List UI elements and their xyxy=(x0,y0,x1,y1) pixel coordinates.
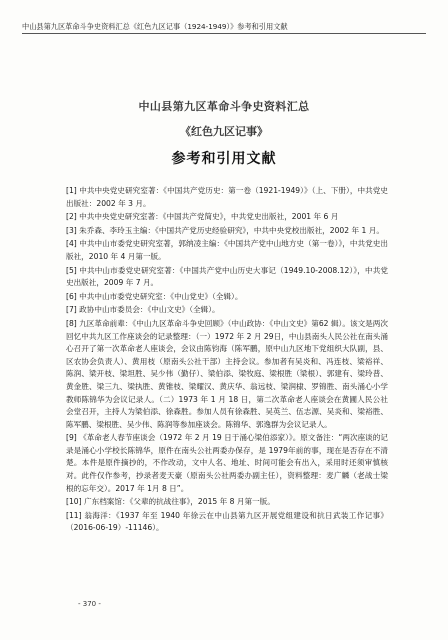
section-title: 参考和引用文献 xyxy=(171,151,277,167)
book-title: 《红色九区记事》 xyxy=(180,125,268,138)
page-number: - 370 - xyxy=(78,600,101,608)
reference-item: [1] 中共中央党史研究室著：《中国共产党历史：第一卷（1921-1949）》（上、下册），中共党史出版社：2002 年 3 月。 xyxy=(66,186,388,208)
reference-item: [9] 《革命老人春节座谈会（1972 年 2 月 19 日于涌心梁伯添家）》。原文备注：“两次座谈的记录是涌心小学校长陈锦华，原件在南头公社两委办保存，是 1979年前的事，现在是否存在不清楚。本件是原件摘抄的，不作改动，文中人名、地址、时间可能会有出入，采用时还须审慎核对。此件仅作参考，抄录者麦天豪（原南头公社两委办副主任），资料整理：麦广麟（老战士梁根的忘年交）。2017 年 1月 8 日”。 xyxy=(66,433,388,493)
reference-item: [3] 朱乔森、李玲玉主编：《中国共产党历史经验研究》，中共中央党校出版社，2002 年 1 月。 xyxy=(66,225,384,235)
header-divider xyxy=(22,33,426,34)
reference-item: [7] 政协中山市委员会：《中山文史》（全辑）。 xyxy=(66,305,220,315)
reference-item: [6] 中共中山市委党史研究室：《中山党史》（全辑）。 xyxy=(66,291,243,301)
reference-item: [8] 九区革命前辈：《中山九区革命斗争史回顾》（中山政协：《中山文史》第62 辑）。该文是两次回忆中共九区工作座谈会的记录整理：（一）1972 年 2 月 29日，中山县南头人民公社在南头涌心召开了第一次革命老人座谈会，会议由陈钧海（陈军鹏，原中山九区地下党组织大队副，县、区农协会负责人）、黄用枝（原南头公社干部）主持会议。参加者有吴炎和、冯连枝、梁裕祥、陈润、梁开枝、梁坦胜、吴少伟（勤仔）、梁伯添、梁牧庭、梁根胜（梁根）、郭建有、梁玲普、黄金胜、梁三九、梁执胜、黄锥枝、梁耀汉、黄庆华、翁远枝、梁润棣、罗锦胜、南头涌心小学教师陈锦华为会议记录人。（二）1973 年 1 月 18 日，第二次革命老人座谈会在黄圃人民公社会堂召开，主持人为梁伯添、徐森胜。参加人员有徐森胜、吴英兰、伍志源、吴炎和、梁裕胜、陈军鹏、梁根胜、吴少伟、陈润等参加座谈会。陈锦华、郭逸群为会议记录人。 xyxy=(66,318,388,429)
reference-item: [10] 广东档案馆：《父辈的抗战往事》，2015 年 8 月第一版。 xyxy=(66,497,275,507)
reference-item: [5] 中共中山市委党史研究室著：《中国共产党中山历史大事记（1949.10-2008.12）》，中共党史出版社，2009 年 7 月。 xyxy=(66,265,388,288)
reference-item: [4] 中共中山市委党史研究室著，郭纳凌主编：《中国共产党中山地方史（第一卷）》，中共党史出版社，2010 年 4 月第一版。 xyxy=(66,239,388,261)
reference-list xyxy=(66,185,388,536)
reference-item: [2] 中共中央党史研究室著：《中国共产党简史》，中共党史出版社，2001 年 6 月 xyxy=(66,212,339,222)
reference-item: [11] 翁海洋：《1937 年至 1940 年徐云在中山县第九区开展党组建设和抗日武装工作记事》（2016-06-19）-11146）。 xyxy=(66,510,388,533)
series-title: 中山县第九区革命斗争史资料汇总 xyxy=(138,100,310,113)
running-header: 中山县第九区革命斗争史资料汇总《红色九区记事（1924-1949）》参考和引用文献 xyxy=(22,22,288,31)
title-block xyxy=(0,100,448,168)
